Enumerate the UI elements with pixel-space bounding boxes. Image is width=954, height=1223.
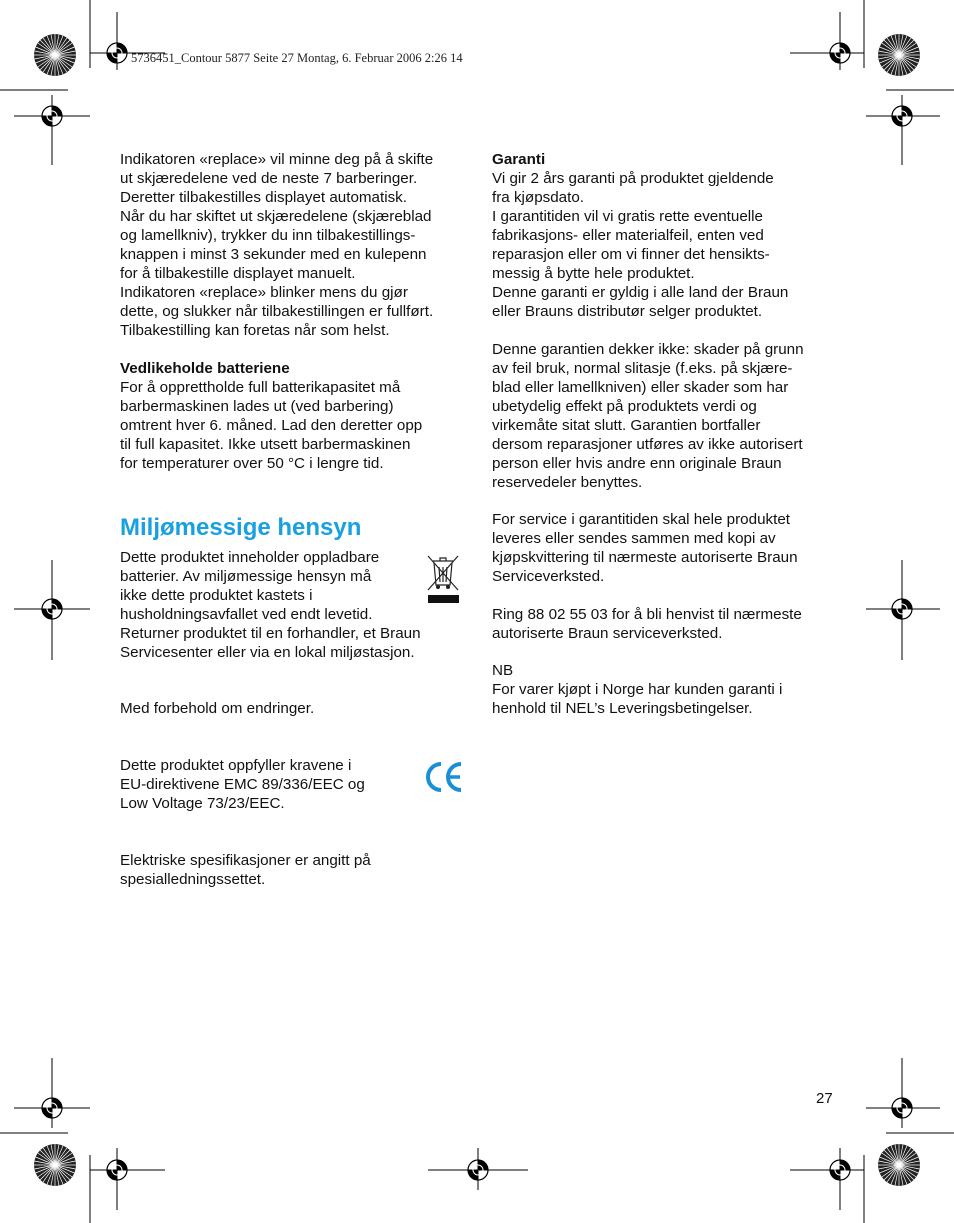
registration-mark-icon [101,1154,133,1186]
battery-text: For å opprettholde full batterikapasitet må barbermaskinen lades ut (ved barbering) omtrent hver 6. måned. Lad den deretter opp til full kapasitet. Ikke utsett barbermaskinen for temperaturer over 50 °C i lengre tid. [120,379,423,472]
warranty-paragraph-3: For service i garantitiden skal hele produktet leveres eller sendes sammen med kopi av kjøpskvittering til nærmeste autoriserte Braun Serviceverksted. [492,511,798,585]
print-slug-line: 5736451_Contour 5877 Seite 27 Montag, 6. Februar 2006 2:26 14 [131,51,463,65]
registration-mark-icon [886,593,918,625]
replace-indicator-text: Indikatoren «replace» vil minne deg på å skifte ut skjæredelene ved de neste 7 barberinger. Deretter tilbakestilles displayet automatisk. Når du har skiftet ut skjæredelene (skjæreblad og lamellkniv), trykker du inn tilbakestillings- knappen i minst 3 sekunder med en kulepenn for å tilbakestille displayet manuelt. Indikatoren «replace» blinker mens du gjør dette, og slukker når tilbakestillingen er fullført. Tilbakestilling kan foretas når som helst. [120,151,434,339]
registration-mark-icon [36,593,68,625]
color-wheel-icon [878,34,920,76]
warranty-paragraph-4: Ring 88 02 55 03 for å bli henvist til nærmeste autoriserte Braun serviceverksted. [492,606,802,642]
warranty-paragraph-2: Denne garantien dekker ikke: skader på grunn av feil bruk, normal slitasje (f.eks. på skjære- blad eller lamellkniven) eller skader som har ubetydelig effekt på produktets verdi og virkemåte sitat slutt. Garantien bortfaller dersom reparasjoner utføres av ikke autorisert person eller hvis andre enn originale Braun reservedeler benyttes. [492,341,804,491]
environment-title: Miljømessige hensyn [120,514,362,541]
page-number: 27 [816,1090,833,1107]
registration-mark-icon [462,1154,494,1186]
nb-section [492,661,837,718]
color-wheel-icon [34,1144,76,1186]
nb-label: NB [492,662,514,679]
ce-compliance-text: Dette produktet oppfyller kravene i EU-direktivene EMC 89/336/EEC og Low Voltage 73/23/EEC. [120,757,365,812]
registration-mark-icon [36,1092,68,1124]
registration-mark-icon [886,1092,918,1124]
registration-mark-icon [101,37,133,69]
reservation-text: Med forbehold om endringer. [120,700,315,717]
battery-heading: Vedlikeholde batteriene [120,360,290,377]
ce-mark-icon [424,760,464,794]
warranty-paragraph-1: Vi gir 2 års garanti på produktet gjeldende fra kjøpsdato. I garantitiden vil vi gratis rette eventuelle fabrikasjons- eller materialfeil, enten ved reparasjon eller om vi finner det hensikts- messig å bytte hele produktet. Denne garanti er gyldig i alle land der Braun eller Brauns distributør selger produktet. [492,170,789,320]
registration-mark-icon [36,100,68,132]
color-wheel-icon [878,1144,920,1186]
spacer [120,340,465,359]
electrical-spec-text: Elektriske spesifikasjoner er angitt på spesialledningssettet. [120,852,371,888]
warranty-section [492,150,837,321]
registration-mark-icon [824,37,856,69]
color-wheel-icon [34,34,76,76]
weee-bin-icon [425,553,461,605]
warranty-heading: Garanti [492,151,546,168]
registration-mark-icon [824,1154,856,1186]
registration-mark-icon [886,100,918,132]
environment-text: Dette produktet inneholder oppladbare batterier. Av miljømessige hensyn må ikke dette produktet kastets i husholdningsavfallet ved endt levetid. Returner produktet til en forhandler, et Braun Servicesenter eller via en lokal miljøstasjon. [120,549,421,661]
left-column [120,150,465,473]
nb-text: For varer kjøpt i Norge har kunden garanti i henhold til NEL’s Leveringsbetingelser. [492,681,783,717]
